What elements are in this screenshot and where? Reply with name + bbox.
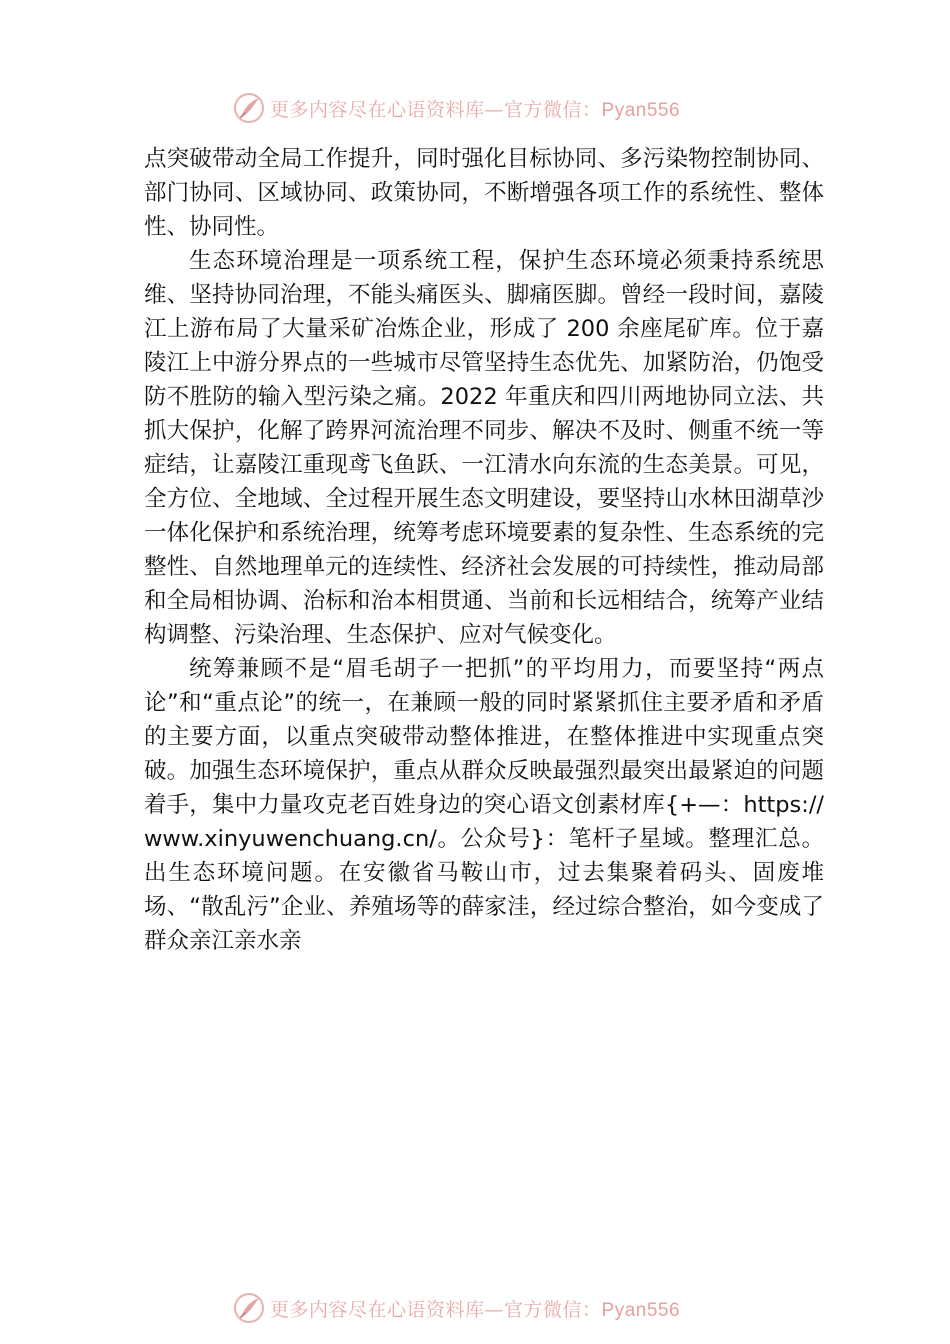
- watermark-header: [232, 90, 680, 126]
- document-body: [144, 142, 824, 958]
- watermark-text: 更多内容尽在心语资料库—官方微信：Pyan556: [270, 1298, 681, 1321]
- watermark-footer: [232, 1290, 680, 1326]
- paragraph-3: 统筹兼顾不是“眉毛胡子一把抓”的平均用力，而要坚持“两点论”和“重点论”的统一，在兼顾一般的同时紧紧抓住主要矛盾和矛盾的主要方面，以重点突破带动整体推进，在整体推进中实现重点突破。加强生态环境保护，重点从群众反映最强烈最突出最紧迫的问题着手，集中力量攻克老百姓身边的突心语文创素材库{+—：https://www.xinyuwenchuang.cn/。公众号}：笔杆子星域。整理汇总。出生态环境问题。在安徽省马鞍山市，过去集聚着码头、固废堆场、“散乱污”企业、养殖场等的薛家洼，经过综合整治，如今变成了群众亲江亲水亲: [144, 656, 824, 954]
- watermark-text: 更多内容尽在心语资料库—官方微信：Pyan556: [270, 98, 681, 121]
- pen-logo-icon: [232, 91, 266, 125]
- watermark-id: Pyan556: [601, 99, 681, 121]
- watermark-id: Pyan556: [601, 1299, 681, 1321]
- pen-logo-icon: [232, 1291, 266, 1325]
- paragraph-2: 生态环境治理是一项系统工程，保护生态环境必须秉持系统思维、坚持协同治理，不能头痛医头、脚痛医脚。曾经一段时间，嘉陵江上游布局了大量采矿冶炼企业，形成了 200 余座尾矿库。位于嘉陵江上中游分界点的一些城市尽管坚持生态优先、加紧防治，仍饱受防不胜防的输入型污染之痛。2022 年重庆和四川两地协同立法、共抓大保护，化解了跨界河流治理不同步、解决不及时、侧重不统一等症结，让嘉陵江重现鸢飞鱼跃、一江清水向东流的生态美景。可见，全方位、全地域、全过程开展生态文明建设，要坚持山水林田湖草沙一体化保护和系统治理，统筹考虑环境要素的复杂性、生态系统的完整性、自然地理单元的连续性、经济社会发展的可持续性，推动局部和全局相协调、治标和治本相贯通、当前和长远相结合，统筹产业结构调整、污染治理、生态保护、应对气候变化。: [144, 248, 824, 648]
- paragraph-1: 点突破带动全局工作提升，同时强化目标协同、多污染物控制协同、部门协同、区域协同、政策协同，不断增强各项工作的系统性、整体性、协同性。: [144, 146, 824, 240]
